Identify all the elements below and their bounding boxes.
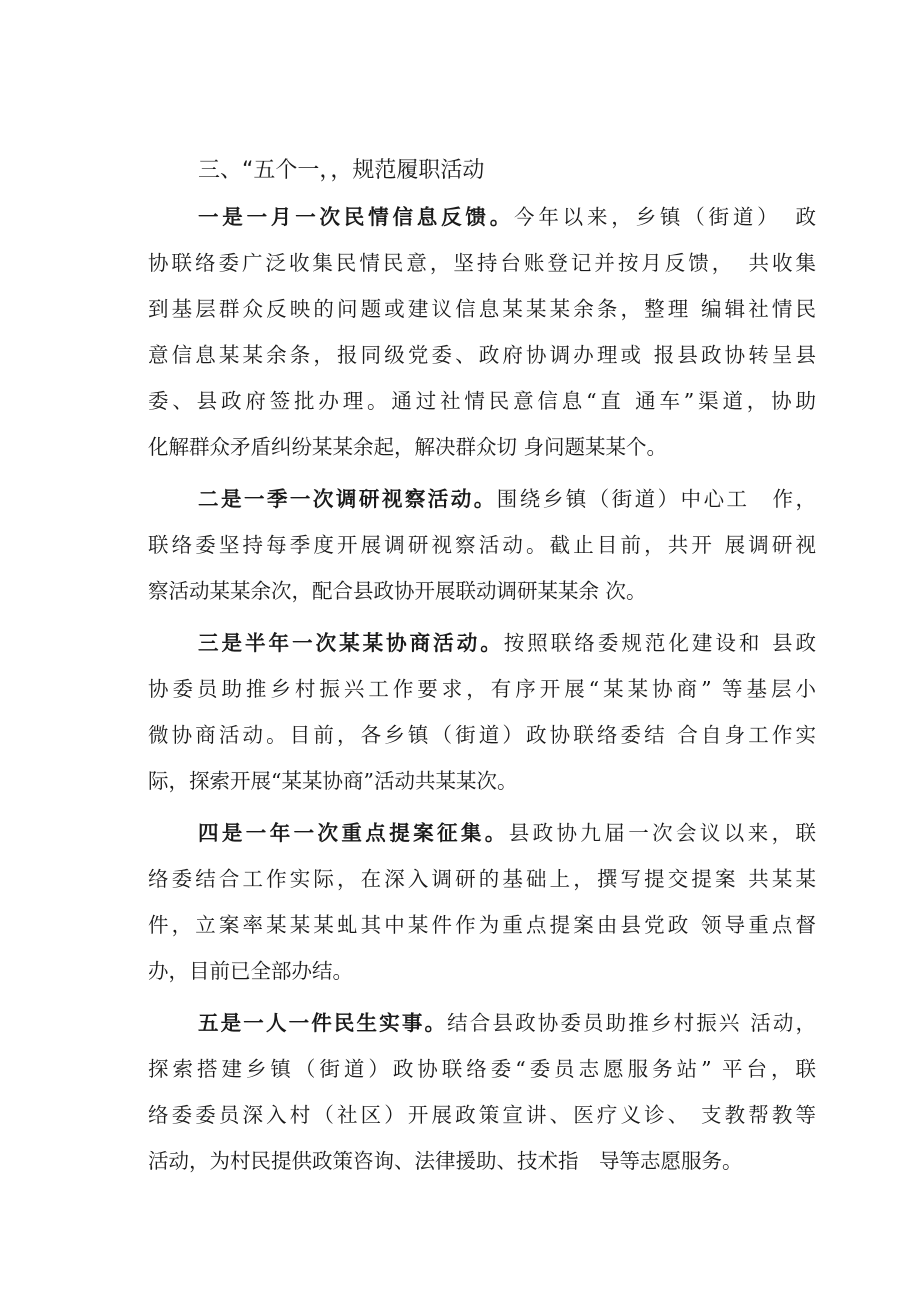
- paragraph-line: 联络委坚持每季度开展调研视察活动。截止目前，共开 展调研视: [148, 533, 816, 557]
- paragraph-lead: 一是一月一次民情信息反馈。: [198, 205, 515, 229]
- paragraph-lead: 四是一年一次重点提案征集。: [198, 821, 509, 845]
- paragraph-line: 探索搭建乡镇（街道）政协联络委“委员志愿服务站” 平台，联: [148, 1057, 816, 1081]
- document-body: [148, 148, 816, 1190]
- paragraph-line: 委、县政府签批办理。通过社情民意信息“直 通车”渠道，协助: [148, 389, 816, 413]
- paragraph-line: 微协商活动。目前，各乡镇（街道）政协联络委结 合自身工作实: [148, 723, 816, 747]
- paragraph-lead: 三是半年一次某某协商活动。: [198, 631, 504, 655]
- paragraph-5: [148, 1000, 816, 1184]
- paragraph-line: 五是一人一件民生实事。结合县政协委员助推乡村振兴 活动，: [198, 1011, 817, 1035]
- paragraph-line: 到基层群众反映的问题或建议信息某某某余条，整理 编辑社情民: [148, 297, 816, 321]
- paragraph-line: 意信息某某余条，报同级党委、政府协调办理或 报县政协转呈县: [148, 343, 816, 367]
- paragraph-line: 活动，为村民提供政策咨询、法律援助、技术指 导等志愿服务。: [148, 1149, 743, 1173]
- paragraph-1: [148, 194, 816, 470]
- paragraph-lead: 二是一季一次调研视察活动。: [198, 487, 497, 511]
- paragraph-line: 察活动某某余次，配合县政协开展联动调研某某余 次。: [148, 579, 647, 603]
- paragraph-lead: 五是一人一件民生实事。: [198, 1011, 448, 1035]
- paragraph-line: 协联络委广泛收集民情民意，坚持台账登记并按月反馈， 共收集: [148, 251, 816, 275]
- paragraph-line: 际，探索开展“某某协商”活动共某某次。: [148, 769, 518, 793]
- paragraph-3: [148, 620, 816, 804]
- section-heading: 三、“五个一，，规范履职活动: [198, 158, 485, 183]
- paragraph-line: 三是半年一次某某协商活动。按照联络委规范化建设和 县政: [198, 631, 817, 655]
- paragraph-line: 件，立案率某某某虬其中某件作为重点提案由县党政 领导重点督: [148, 913, 816, 937]
- paragraph-line: 办，目前已全部办结。: [148, 959, 353, 983]
- paragraph-line: 络委结合工作实际，在深入调研的基础上，撰写提交提案 共某某: [148, 867, 816, 891]
- paragraph-line: 一是一月一次民情信息反馈。今年以来，乡镇（街道） 政: [198, 205, 817, 229]
- paragraph-2: [148, 476, 816, 614]
- paragraph-line: 化解群众矛盾纠纷某某余起，解决群众切 身问题某某个。: [148, 435, 668, 459]
- paragraph-line: 四是一年一次重点提案征集。县政协九届一次会议以来，联: [198, 821, 817, 845]
- paragraph-4: [148, 810, 816, 994]
- paragraph-line: 二是一季一次调研视察活动。围绕乡镇（街道）中心工 作，: [198, 487, 816, 511]
- paragraph-line: 络委委员深入村（社区）开展政策宣讲、医疗义诊、 支教帮教等: [148, 1103, 816, 1127]
- paragraph-line: 协委员助推乡村振兴工作要求，有序开展“某某协商” 等基层小: [148, 677, 816, 701]
